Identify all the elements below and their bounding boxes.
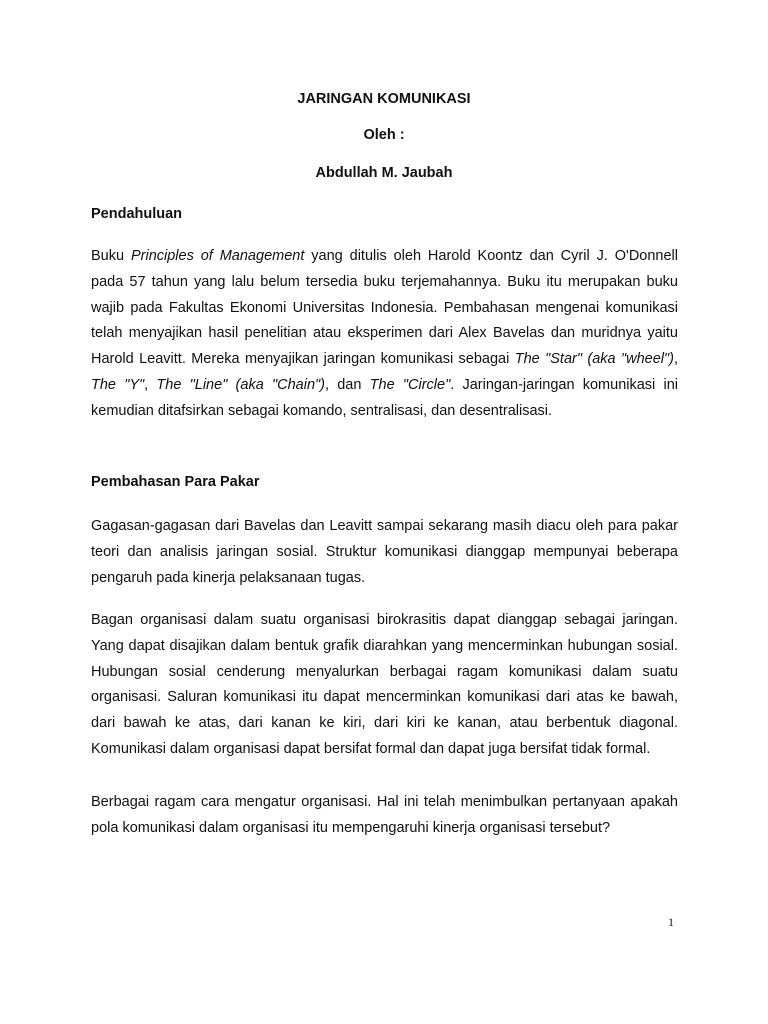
- intro-text-2: yang ditulis oleh Harold Koontz dan Cyril J. O'Donnell pada 57 tahun yang lalu belum tersedia buku terjemahannya. Buku itu merupakan buku wajib pada Fakultas Ekonomi Universitas Indonesia. Pembahasan mengenai komunikasi telah menyajikan hasil penelitian atau eksperimen dari Alex Bavelas dan muridnya yaitu Harold Leavitt. Mereka menyajikan jaringan komunikasi sebagai: [91, 248, 678, 368]
- network-circle: The "Circle": [369, 376, 451, 393]
- intro-text-3: . Jaringan-jaringan komunikasi ini kemudian ditafsirkan sebagai komando, sentralisasi, dan desentralisasi.: [91, 376, 678, 419]
- network-y: The "Y": [91, 376, 145, 393]
- author-name: Abdullah M. Jaubah: [315, 165, 453, 181]
- intro-sep-3: , dan: [325, 376, 370, 393]
- body-paragraph: Gagasan-gagasan dari Bavelas dan Leavitt sampai sekarang masih diacu oleh para pakar teori dan analisis jaringan sosial. Struktur komunikasi dianggap mempunyai beberapa pengaruh pada kinerja pelaksanaan tugas.: [91, 518, 678, 586]
- section-heading-pendahuluan: Pendahuluan: [91, 206, 183, 222]
- network-line: The "Line" (aka "Chain"): [156, 376, 325, 393]
- network-star: The "Star" (aka "wheel"): [514, 351, 674, 368]
- body-paragraph: Bagan organisasi dalam suatu organisasi birokrasitis dapat dianggap sebagai jaringan. Yang dapat disajikan dalam bentuk grafik diarahkan yang mencerminkan hubungan sosial. Hubungan sosial cenderung menyalurkan berbagai ragam komunikasi dalam suatu organisasi. Saluran komunikasi itu dapat mencerminkan komunikasi dari atas ke bawah, dari bawah ke atas, dari kanan ke kiri, dari kiri ke kanan, atau berbentuk diagonal. Komunikasi dalam organisasi dapat bersifat formal dan dapat juga bersifat tidak formal.: [91, 612, 678, 757]
- body-paragraph: Berbagai ragam cara mengatur organisasi. Hal ini telah menimbulkan pertanyaan apakah pola komunikasi dalam organisasi itu mempengaruhi kinerja organisasi tersebut?: [91, 794, 678, 836]
- section-heading-pembahasan: Pembahasan Para Pakar: [91, 474, 260, 490]
- document-title: JARINGAN KOMUNIKASI: [297, 91, 471, 107]
- by-label: Oleh :: [363, 127, 405, 143]
- book-title: Principles of Management: [130, 248, 305, 264]
- intro-text-1: Buku: [91, 248, 131, 264]
- intro-sep-1: ,: [673, 351, 678, 368]
- intro-sep-2: ,: [144, 376, 157, 393]
- intro-paragraph: [91, 244, 678, 425]
- page-number: 1: [668, 915, 674, 929]
